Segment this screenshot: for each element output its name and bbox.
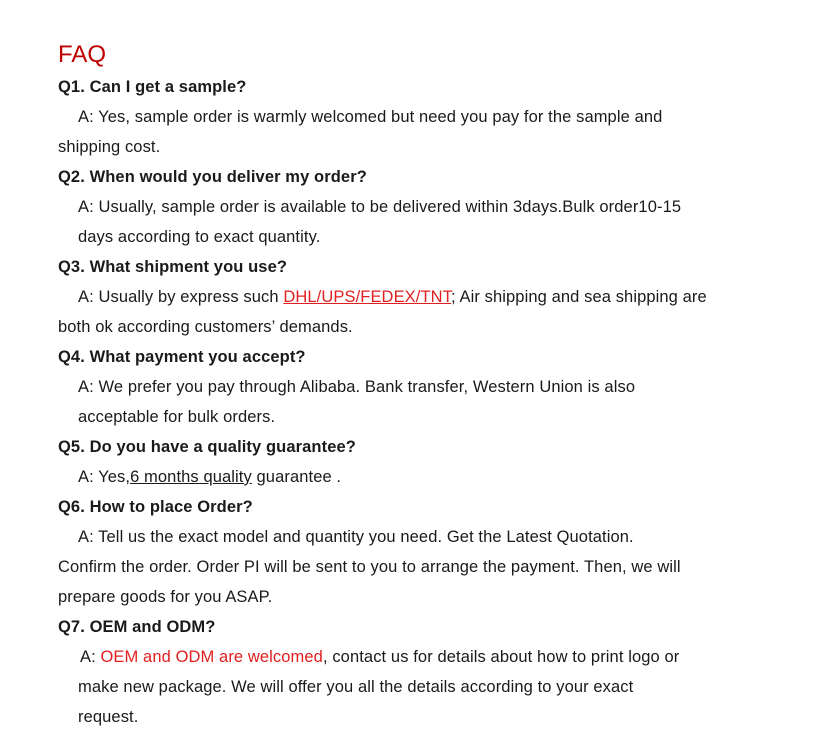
answer-text: We prefer you pay through Alibaba. Bank transfer, Western Union is also [93, 378, 636, 396]
question-1: Q1. Can I get a sample? [58, 78, 247, 96]
answer-3-line-2: both ok according customers’ demands. [58, 318, 353, 336]
answer-prefix: A: [80, 648, 96, 666]
answer-prefix: A: [78, 198, 94, 216]
answer-prefix: A: [78, 468, 94, 486]
faq-section [58, 40, 798, 732]
answer-3-line-1 [58, 282, 798, 312]
answer-1-line-2: shipping cost. [58, 138, 161, 156]
answer-text: Tell us the exact model and quantity you need. Get the Latest Quotation. [93, 528, 634, 546]
guarantee-period: 6 months quality [130, 468, 252, 486]
oem-odm-highlight: OEM and ODM are welcomed [95, 648, 323, 666]
question-7: Q7. OEM and ODM? [58, 618, 216, 636]
answer-prefix: A: [78, 108, 94, 126]
shipping-carriers-link[interactable]: DHL/UPS/FEDEX/TNT [283, 288, 452, 306]
question-4: Q4. What payment you accept? [58, 348, 306, 366]
answer-7-line-1 [58, 642, 798, 672]
answer-7-line-3: request. [78, 708, 139, 726]
answer-text: Usually by express such [93, 288, 284, 306]
answer-7-line-2: make new package. We will offer you all the details according to your exact [78, 678, 634, 696]
answer-prefix: A: [78, 288, 94, 306]
question-6: Q6. How to place Order? [58, 498, 253, 516]
answer-5-line-1 [58, 462, 798, 492]
question-5: Q5. Do you have a quality guarantee? [58, 438, 356, 456]
answer-text: Yes, sample order is warmly welcomed but need you pay for the sample and [93, 108, 663, 126]
answer-4-line-2: acceptable for bulk orders. [78, 408, 276, 426]
answer-2-line-1 [58, 192, 798, 222]
answer-prefix: A: [78, 528, 94, 546]
answer-text: guarantee . [251, 468, 342, 486]
answer-prefix: A: [78, 378, 94, 396]
answer-text: ; Air shipping and sea shipping are [451, 288, 707, 306]
answer-text: Yes, [93, 468, 131, 486]
faq-title: FAQ [58, 41, 107, 68]
answer-6-line-1 [58, 522, 798, 552]
question-2: Q2. When would you deliver my order? [58, 168, 367, 186]
answer-2-line-2: days according to exact quantity. [78, 228, 321, 246]
question-3: Q3. What shipment you use? [58, 258, 288, 276]
answer-text: , contact us for details about how to print logo or [322, 648, 680, 666]
answer-text: Usually, sample order is available to be delivered within 3days.Bulk order10-15 [93, 198, 682, 216]
answer-6-line-3: prepare goods for you ASAP. [58, 588, 273, 606]
answer-4-line-1 [58, 372, 798, 402]
answer-6-line-2: Confirm the order. Order PI will be sent to you to arrange the payment. Then, we will [58, 558, 681, 576]
answer-1-line-1 [58, 102, 798, 132]
